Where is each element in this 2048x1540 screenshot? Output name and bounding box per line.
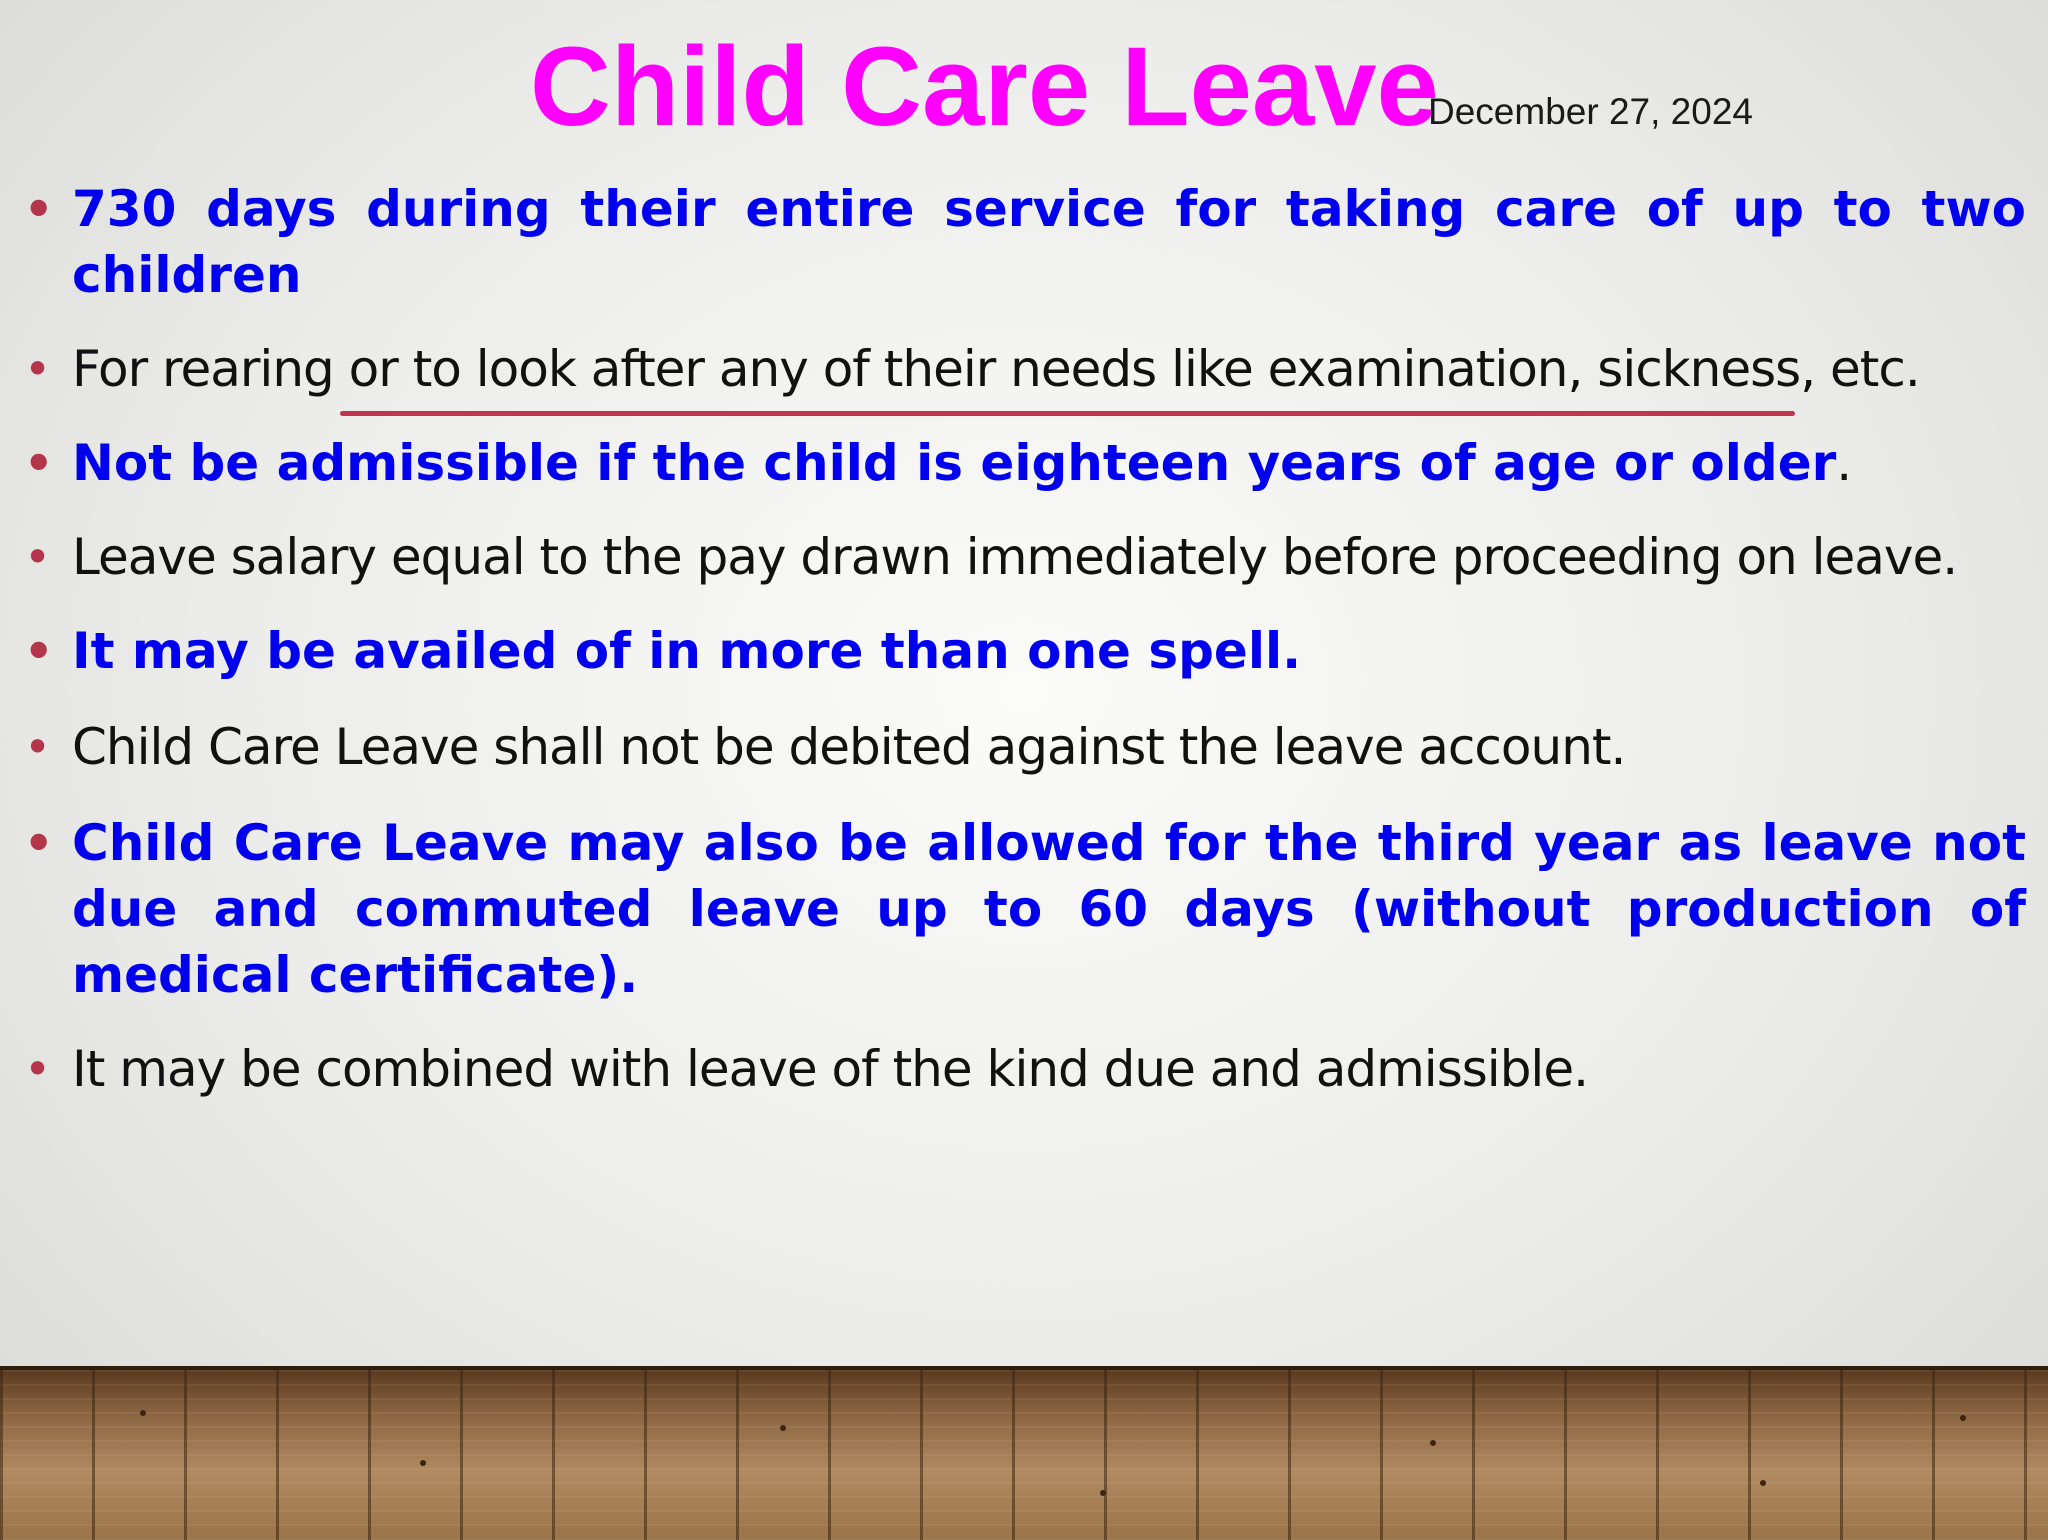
bullet-list <box>0 176 2048 1102</box>
bullet-item <box>0 714 2048 780</box>
bullet-item <box>0 336 2048 402</box>
bullet-text: 730 days during their entire service for taking care of up to two children <box>72 180 2026 304</box>
floor-knot <box>780 1425 786 1431</box>
slide-date: December 27, 2024 <box>1428 91 1753 132</box>
bullet-text: Child Care Leave may also be allowed for the third year as leave not due and commuted leave up to 60 days (without production of medical certificate). <box>72 814 2026 1004</box>
bullet-dot-icon: • <box>24 816 54 870</box>
bullet-dot-icon: • <box>24 182 54 236</box>
bullet-item <box>0 430 2048 496</box>
bullet-dot-icon: • <box>24 624 54 678</box>
bullet-text: Child Care Leave shall not be debited against the leave account. <box>72 718 1626 776</box>
bullet-item <box>0 810 2048 1008</box>
floor-knot <box>420 1460 426 1466</box>
floor-knot <box>140 1410 146 1416</box>
bullet-suffix: . <box>1836 434 1852 492</box>
bullet-item <box>0 524 2048 590</box>
bullet-dot-icon: • <box>24 436 54 490</box>
bullet-item <box>0 176 2048 308</box>
floor-knot <box>1760 1480 1766 1486</box>
bullet-item <box>0 618 2048 684</box>
bullet-text: It may be availed of in more than one spell. <box>72 622 1302 680</box>
bullet-dot-icon: • <box>24 530 51 584</box>
floor-knot <box>1960 1415 1966 1421</box>
bullet-text: Not be admissible if the child is eighteen years of age or older <box>72 434 1837 492</box>
bullet-text: Leave salary equal to the pay drawn immediately before proceeding on leave. <box>72 528 1958 586</box>
floor-knot <box>1100 1490 1106 1496</box>
bullet-dot-icon: • <box>24 1042 51 1096</box>
bullet-dot-icon: • <box>24 720 51 774</box>
bullet-item <box>0 1036 2048 1102</box>
slide-title: Child Care Leave <box>530 24 1439 149</box>
floor-knot <box>1430 1440 1436 1446</box>
bullet-dot-icon: • <box>24 342 51 396</box>
bullet-text: It may be combined with leave of the kind due and admissible. <box>72 1040 1588 1098</box>
bullet-text: For rearing or to look after any of their needs like examination, sickness, etc. <box>72 340 1920 398</box>
wood-floor-background <box>0 1366 2048 1540</box>
